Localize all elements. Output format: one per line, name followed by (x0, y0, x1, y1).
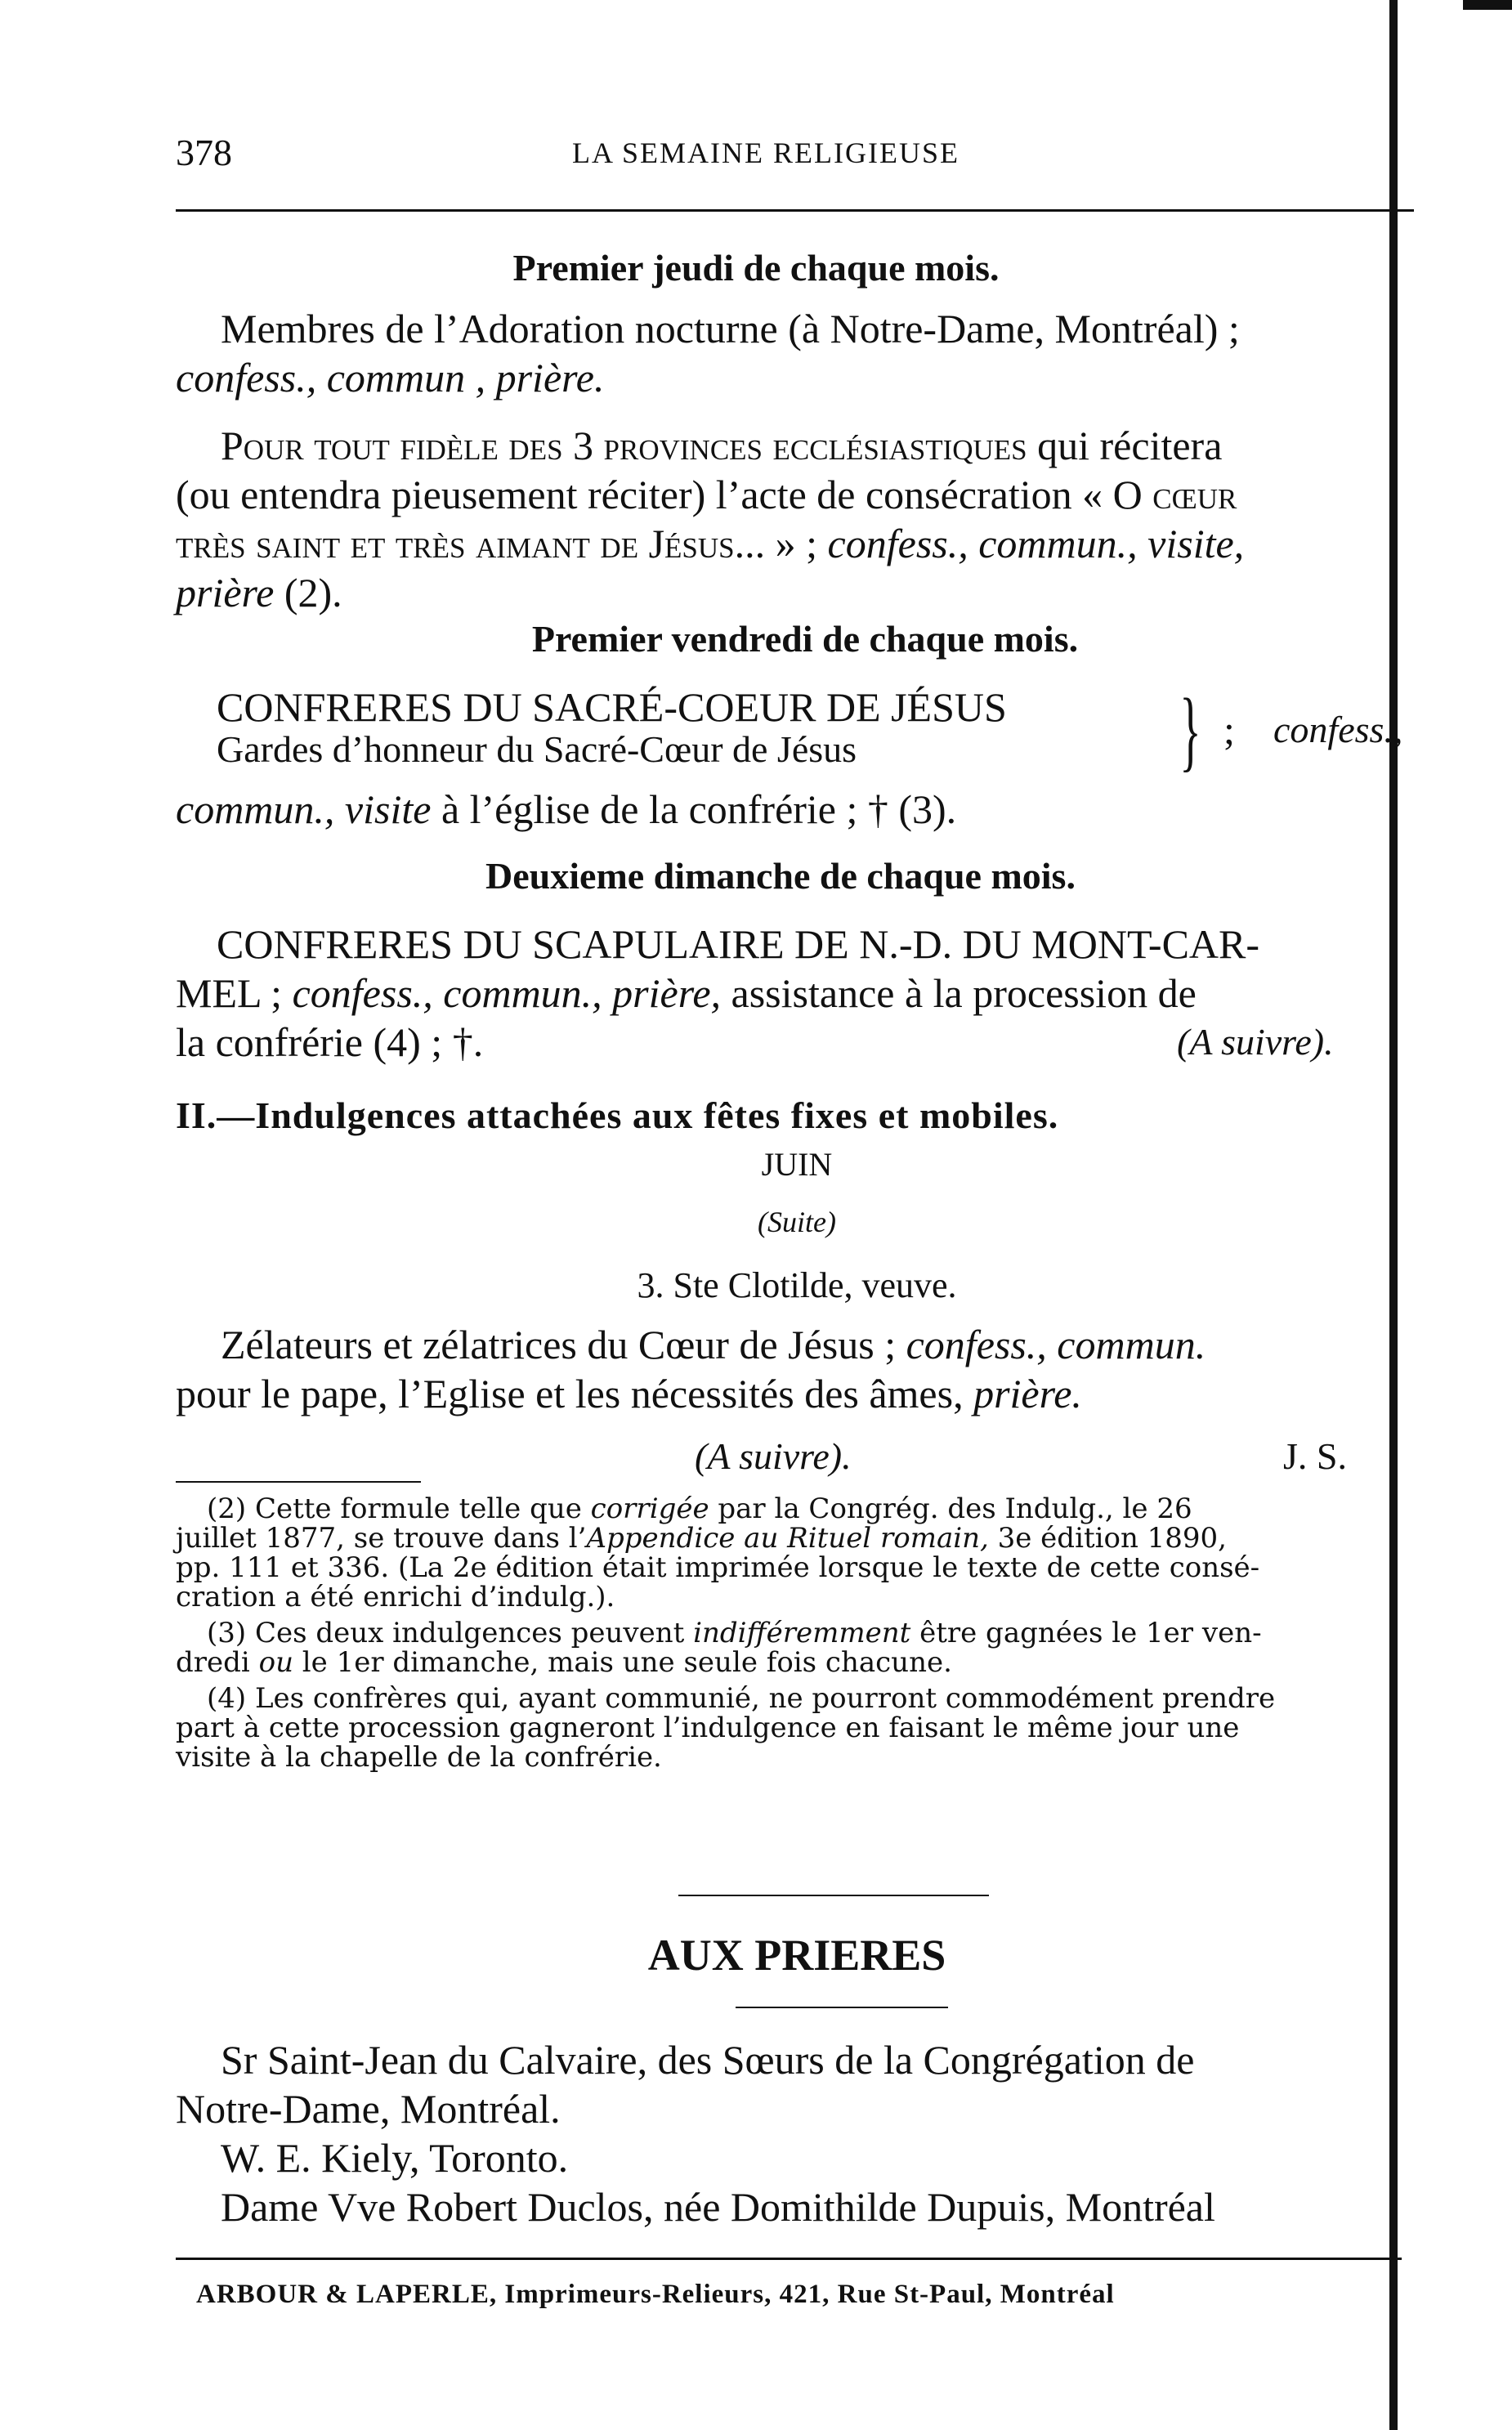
prayers-top-rule (678, 1895, 989, 1896)
brace-conditions: confess., (1273, 709, 1403, 750)
prayer-item-1: Sr Saint-Jean du Calvaire, des Sœurs de la Congrégation de (221, 2037, 1195, 2083)
to-follow-1: (A suivre). (1177, 1021, 1334, 1063)
paragraph-consecration (176, 421, 1410, 617)
fn2-c: juillet 1877, se trouve dans l’ (176, 1522, 587, 1555)
prayers-heading: AUX PRIERES (647, 1931, 946, 1980)
consecration-conditions: confess., commun., visite, (827, 521, 1245, 566)
consecration-smallcaps-2: O cœur (1112, 472, 1237, 517)
consecration-last: prière (176, 570, 275, 615)
heading-first-friday: Premier vendredi de chaque mois. (531, 618, 1079, 660)
fn2-b: par la Congrég. des Indulg., le 26 (709, 1492, 1192, 1525)
fn3-a: (3) Ces deux indulgences peuvent (207, 1617, 694, 1649)
footnote-rule (176, 1481, 421, 1483)
zelateurs-last: prière. (973, 1371, 1082, 1416)
heading-second-sunday: Deuxieme dimanche de chaque mois. (485, 855, 1076, 897)
page-number: 378 (176, 132, 232, 173)
friday-cont-text: à l’église de la confrérie ; † (3). (431, 786, 957, 832)
page-corner-mark (1463, 0, 1512, 10)
fn3-d: le 1er dimanche, mais une seule fois chacune. (293, 1646, 952, 1679)
consecration-semicolon: ; (795, 521, 828, 566)
header-rule (176, 209, 1414, 212)
consecration-text-b: (ou entendra pieusement réciter) l’acte de consécration « (176, 472, 1113, 517)
scapulaire-line3: la confrérie (4) ; †. (176, 1019, 484, 1065)
prayers-list (176, 2035, 1402, 2231)
fn2-i1: corrigée (590, 1492, 709, 1525)
prayer-item-3: Dame Vve Robert Duclos, née Domithilde Dupuis, Montréal (221, 2184, 1215, 2230)
friday-continuation (176, 785, 956, 834)
scapulaire-conditions: confess., commun., prière, (292, 970, 722, 1016)
fn4-c: visite à la chapelle de la confrérie. (176, 1741, 662, 1774)
suite-label: (Suite) (758, 1206, 836, 1238)
gardes-honneur-line: Gardes d’honneur du Sacré-Cœur de Jésus (217, 728, 857, 770)
footnote-ref-2: (2). (274, 570, 342, 615)
consecration-smallcaps-3: très saint et très aimant de Jésus... » (176, 521, 796, 566)
confreres-sacre-coeur-line: CONFRERES DU SACRÉ-COEUR DE JÉSUS (217, 684, 1007, 730)
printer-imprint: ARBOUR & LAPERLE, Imprimeurs-Relieurs, 421, Rue St-Paul, Montréal (196, 2280, 1115, 2309)
consecration-smallcaps: Pour tout fidèle des 3 provinces ecclésiastiques (221, 423, 1027, 468)
to-follow-2: (A suivre). (695, 1435, 852, 1477)
section-ii-heading: II.—Indulgences attachées aux fêtes fixes et mobiles. (176, 1094, 1059, 1136)
friday-cont-conditions: commun., visite (176, 786, 432, 832)
fn2-f: cration a été enrichi d’indulg.). (176, 1581, 615, 1613)
prayers-heading-rule (736, 2007, 948, 2008)
footer-rule (176, 2258, 1402, 2260)
fn4-a: (4) Les confrères qui, ayant communié, ne pourront commodément prendre (207, 1682, 1276, 1715)
scapulaire-line1: CONFRERES DU SCAPULAIRE DE N.-D. DU MONT-CAR- (217, 921, 1260, 967)
fn3-i: indifféremment (693, 1617, 911, 1649)
prayer-item-2: W. E. Kiely, Toronto. (221, 2135, 569, 2181)
scapulaire-mel: MEL ; (176, 970, 293, 1016)
brace-semicolon: ; (1223, 707, 1235, 753)
consecration-text-a: qui récitera (1027, 423, 1223, 468)
zelateurs-text: Zélateurs et zélatrices du Cœur de Jésus ; (221, 1322, 906, 1367)
heading-first-thursday: Premier jeudi de chaque mois. (512, 247, 1000, 289)
signature: J. S. (1283, 1435, 1347, 1477)
fn2-e: pp. 111 et 336. (La 2e édition était imprimée lorsque le texte de cette consé- (176, 1551, 1260, 1584)
fn3-i2: ou (258, 1646, 293, 1679)
scapulaire-procession: assistance à la procession de (721, 970, 1197, 1016)
feast-clotilde: 3. Ste Clotilde, veuve. (637, 1265, 957, 1305)
footnotes-block (176, 1494, 1402, 1772)
fn2-d: 3e édition 1890, (988, 1522, 1227, 1555)
fn3-b: être gagnées le 1er ven- (910, 1617, 1262, 1649)
fn4-b: part à cette procession gagneront l’indulgence en faisant le même jour une (176, 1712, 1240, 1744)
adoration-conditions: confess., commun , prière. (176, 355, 605, 401)
right-brace: } (1179, 680, 1201, 780)
month-juin: JUIN (761, 1146, 833, 1183)
prayer-item-1-cont: Notre-Dame, Montréal. (176, 2086, 561, 2132)
zelateurs-text-b: pour le pape, l’Eglise et les nécessités des âmes, (176, 1371, 974, 1416)
adoration-line: Membres de l’Adoration nocturne (à Notre-Dame, Montréal) ; (221, 306, 1240, 351)
zelateurs-conditions: confess., commun. (906, 1322, 1206, 1367)
zelateurs-paragraph (176, 1320, 1418, 1418)
footnote-4 (176, 1684, 1402, 1772)
fn3-c: dredi (176, 1646, 259, 1679)
footnote-2 (176, 1494, 1402, 1612)
fn2-a: (2) Cette formule telle que (207, 1492, 591, 1525)
footnote-3 (176, 1618, 1402, 1677)
fn2-i2: Appendice au Rituel romain, (586, 1522, 989, 1555)
running-title: LA SEMAINE RELIGIEUSE (572, 136, 960, 169)
paragraph-adoration (176, 304, 1410, 402)
